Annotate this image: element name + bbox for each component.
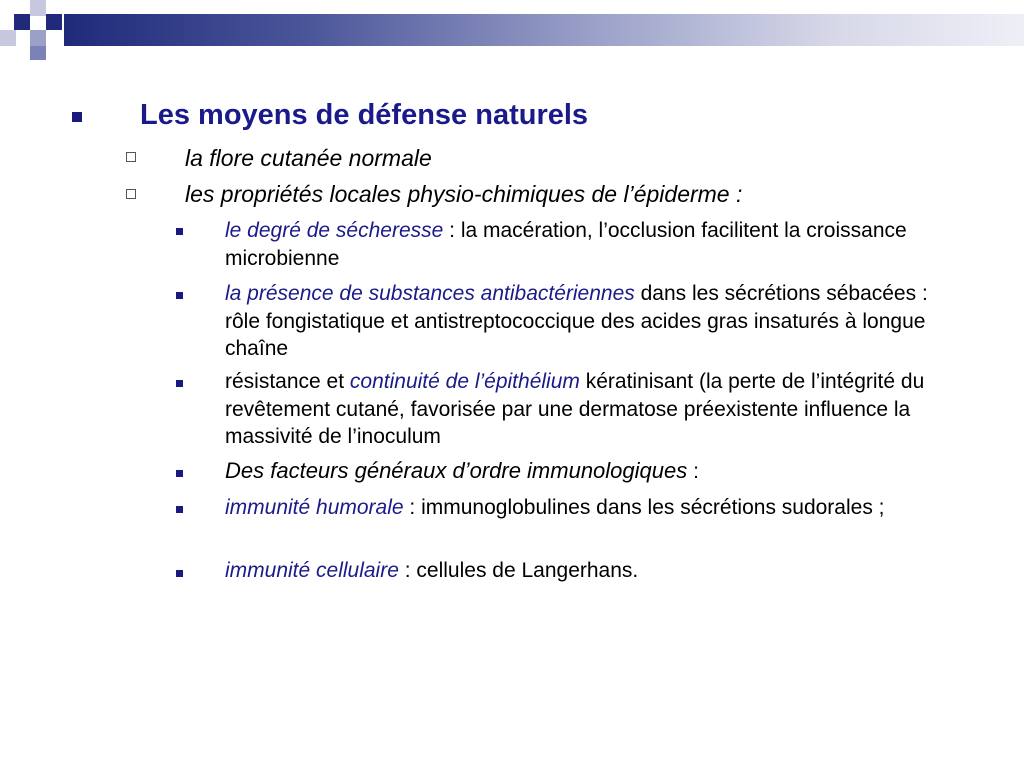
title-bullet (72, 112, 82, 122)
detail-prefix: résistance et (225, 370, 350, 393)
detail-text: : la macération, l’occlusion facilitent la croissance microbienne (225, 219, 907, 270)
sub-bullet (126, 189, 136, 199)
detail-bullet (176, 292, 183, 299)
deco-square (14, 14, 30, 30)
detail-emphasis: la présence de substances antibactériennes (225, 282, 635, 305)
detail-item (225, 217, 965, 272)
detail-emphasis: immunité humorale (225, 496, 404, 519)
detail-item (225, 457, 965, 486)
detail-text: : (687, 460, 699, 483)
detail-bullet (176, 228, 183, 235)
detail-item (225, 368, 965, 451)
detail-emphasis: Des facteurs généraux d’ordre immunologiques (225, 458, 688, 483)
detail-text: : cellules de Langerhans. (398, 559, 639, 582)
deco-square (30, 46, 46, 60)
detail-item (225, 280, 965, 363)
detail-text: kératinisant (la perte de l’intégrité du revêtement cutané, favorisée par une dermatose préexistente influence la massivité de l’inoculum (225, 370, 925, 448)
detail-text: : immunoglobulines dans les sécrétions sudorales ; (403, 496, 885, 519)
detail-emphasis: continuité de l’épithélium (349, 370, 580, 393)
deco-square (0, 30, 16, 46)
header-decoration (0, 0, 1024, 70)
sub-bullet (126, 152, 136, 162)
detail-item (225, 494, 965, 522)
sub-item: les propriétés locales physio-chimiques de l’épiderme : (185, 181, 743, 207)
sub-item: la flore cutanée normale (185, 145, 432, 171)
detail-text: dans les sécrétions sébacées : rôle fongistatique et antistreptococcique des acides gras insaturés à longue chaîne (225, 282, 928, 360)
deco-square (30, 30, 46, 46)
detail-emphasis: le degré de sécheresse (225, 219, 444, 242)
deco-square (46, 14, 62, 30)
detail-bullet (176, 380, 183, 387)
detail-bullet (176, 470, 183, 477)
detail-emphasis: immunité cellulaire (225, 559, 399, 582)
detail-bullet (176, 570, 183, 577)
detail-bullet (176, 506, 183, 513)
header-gradient-bar (64, 14, 1024, 46)
slide-title: Les moyens de défense naturels (140, 99, 589, 131)
detail-item (225, 557, 965, 585)
deco-square (30, 0, 46, 16)
